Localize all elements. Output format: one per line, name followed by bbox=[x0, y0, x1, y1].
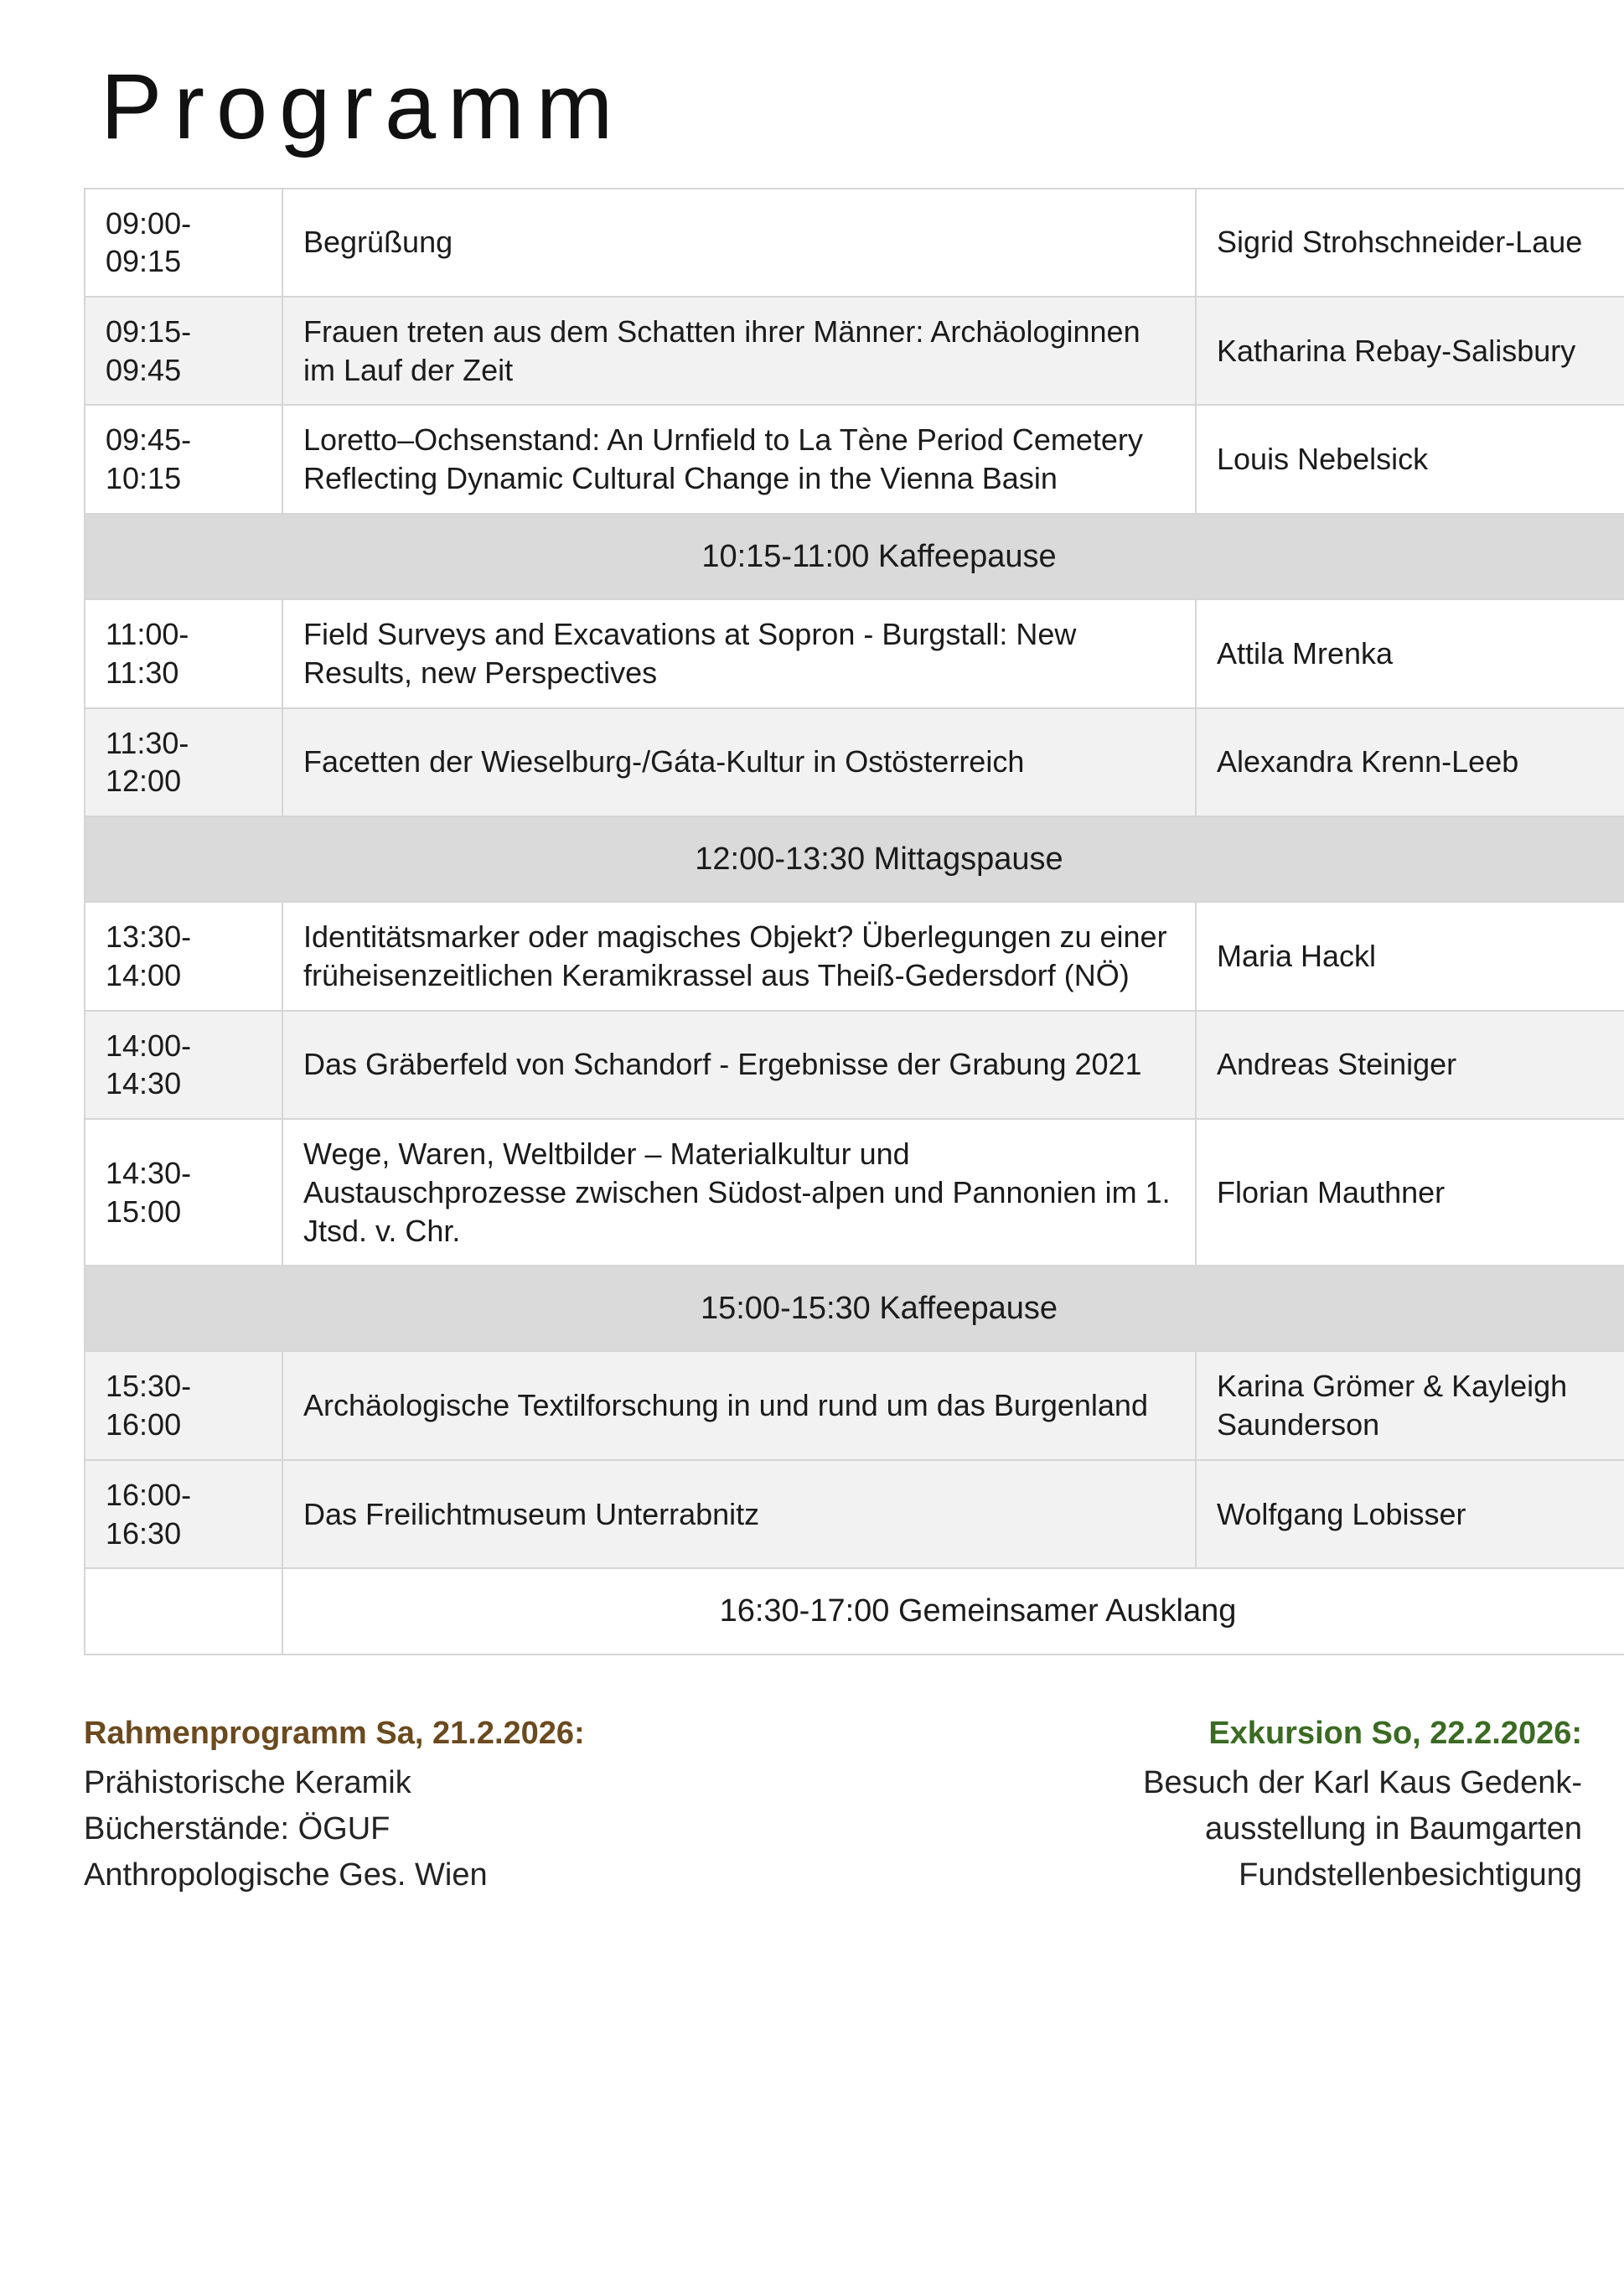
row-time: 11:30-12:00 bbox=[85, 708, 282, 816]
row-speaker: Andreas Steiniger bbox=[1196, 1011, 1624, 1119]
footer-right-line: ausstellung in Baumgarten bbox=[1205, 1810, 1582, 1846]
table-row bbox=[85, 405, 1624, 513]
table-row bbox=[85, 902, 1624, 1010]
footer bbox=[84, 1711, 1582, 1898]
footer-right-heading: Exkursion So, 22.2.2026: bbox=[1208, 1715, 1582, 1751]
table-row bbox=[85, 1351, 1624, 1459]
footer-left-heading: Rahmenprogramm Sa, 21.2.2026: bbox=[84, 1715, 585, 1751]
table-row bbox=[85, 189, 1624, 297]
break-label: 12:00-13:30 Mittagspause bbox=[85, 816, 1624, 902]
row-topic: Begrüßung bbox=[282, 189, 1196, 297]
footer-right bbox=[1143, 1711, 1582, 1898]
break-row bbox=[85, 514, 1624, 599]
row-topic: Das Freilichtmuseum Unterrabnitz bbox=[282, 1460, 1196, 1568]
row-speaker: Wolfgang Lobisser bbox=[1196, 1460, 1624, 1568]
closing-label: 16:30-17:00 Gemeinsamer Ausklang bbox=[282, 1568, 1624, 1654]
row-topic: Archäologische Textilforschung in und rund um das Burgenland bbox=[282, 1351, 1196, 1459]
table-row bbox=[85, 297, 1624, 405]
footer-right-line: Fundstellenbesichtigung bbox=[1239, 1857, 1582, 1893]
row-topic: Loretto–Ochsenstand: An Urnfield to La Tène Period Cemetery Reflecting Dynamic Cultural Change in the Vienna Basin bbox=[282, 405, 1196, 513]
footer-left-line: Bücherstände: ÖGUF bbox=[84, 1810, 390, 1846]
row-time: 14:00-14:30 bbox=[85, 1011, 282, 1119]
row-time: 11:00-11:30 bbox=[85, 599, 282, 707]
row-time bbox=[85, 1568, 282, 1654]
table-row bbox=[85, 599, 1624, 707]
row-speaker: Louis Nebelsick bbox=[1196, 405, 1624, 513]
table-row bbox=[85, 1119, 1624, 1266]
closing-row bbox=[85, 1568, 1624, 1654]
break-row bbox=[85, 816, 1624, 902]
table-row bbox=[85, 1011, 1624, 1119]
row-time: 16:00-16:30 bbox=[85, 1460, 282, 1568]
row-time: 14:30-15:00 bbox=[85, 1119, 282, 1266]
row-topic: Wege, Waren, Weltbilder – Materialkultur und Austauschprozesse zwischen Südost-alpen und Pannonien im 1. Jtsd. v. Chr. bbox=[282, 1119, 1196, 1266]
row-time: 15:30-16:00 bbox=[85, 1351, 282, 1459]
footer-left-line: Prähistorische Keramik bbox=[84, 1764, 411, 1800]
table-row bbox=[85, 1460, 1624, 1568]
row-speaker: Alexandra Krenn-Leeb bbox=[1196, 708, 1624, 816]
row-topic: Identitätsmarker oder magisches Objekt? Überlegungen zu einer früheisenzeitlichen Keramikrassel aus Theiß-Gedersdorf (NÖ) bbox=[282, 902, 1196, 1010]
break-label: 15:00-15:30 Kaffeepause bbox=[85, 1266, 1624, 1351]
row-topic: Field Surveys and Excavations at Sopron - Burgstall: New Results, new Perspectives bbox=[282, 599, 1196, 707]
row-time: 09:15-09:45 bbox=[85, 297, 282, 405]
row-topic: Das Gräberfeld von Schandorf - Ergebnisse der Grabung 2021 bbox=[282, 1011, 1196, 1119]
break-row bbox=[85, 1266, 1624, 1351]
row-topic: Frauen treten aus dem Schatten ihrer Männer: Archäologinnen im Lauf der Zeit bbox=[282, 297, 1196, 405]
row-speaker: Florian Mauthner bbox=[1196, 1119, 1624, 1266]
break-label: 10:15-11:00 Kaffeepause bbox=[85, 514, 1624, 599]
row-speaker: Katharina Rebay-Salisbury bbox=[1196, 297, 1624, 405]
row-time: 09:00-09:15 bbox=[85, 189, 282, 297]
row-time: 09:45-10:15 bbox=[85, 405, 282, 513]
program-table bbox=[84, 188, 1624, 1655]
page-title: Programm bbox=[101, 55, 625, 158]
row-topic: Facetten der Wieselburg-/Gáta-Kultur in Ostösterreich bbox=[282, 708, 1196, 816]
row-speaker: Maria Hackl bbox=[1196, 902, 1624, 1010]
row-speaker: Attila Mrenka bbox=[1196, 599, 1624, 707]
row-speaker: Karina Grömer & Kayleigh Saunderson bbox=[1196, 1351, 1624, 1459]
table-row bbox=[85, 708, 1624, 816]
program-table-body bbox=[85, 189, 1624, 1655]
footer-right-line: Besuch der Karl Kaus Gedenk- bbox=[1143, 1764, 1582, 1800]
row-speaker: Sigrid Strohschneider-Laue bbox=[1196, 189, 1624, 297]
row-time: 13:30-14:00 bbox=[85, 902, 282, 1010]
footer-left bbox=[84, 1711, 585, 1898]
footer-left-line: Anthropologische Ges. Wien bbox=[84, 1857, 488, 1893]
